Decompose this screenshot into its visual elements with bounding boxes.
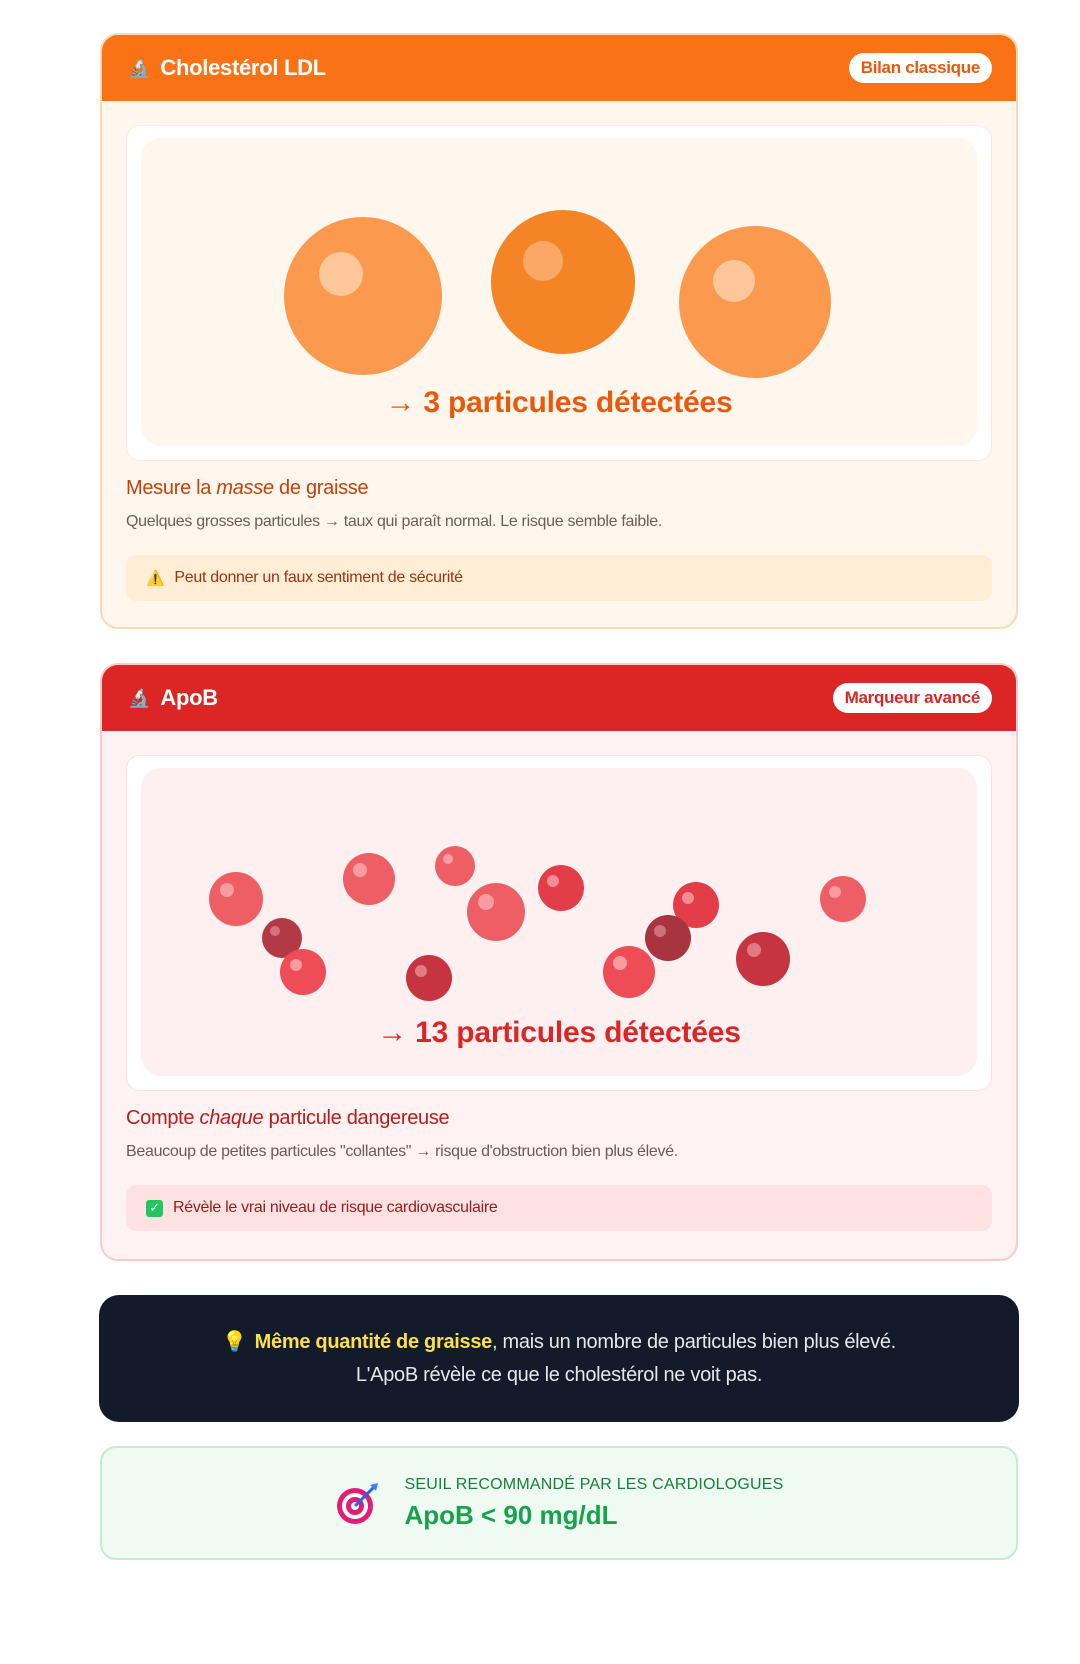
apob-particle: [280, 949, 326, 995]
apob-particle: [435, 846, 475, 886]
apob-particle: [603, 946, 655, 998]
apob-card-header: [102, 665, 1016, 731]
apob-visualization-panel: [141, 768, 977, 1076]
apob-badge: Marqueur avancé: [833, 683, 992, 713]
warning-icon: ⚠️: [146, 570, 165, 587]
apob-positive-note: [126, 1185, 992, 1231]
threshold-card: [100, 1446, 1018, 1560]
apob-particle: [343, 853, 395, 905]
ldl-particle-count: → 3 particules détectées: [385, 386, 733, 419]
apob-particle: [645, 915, 691, 961]
ldl-card: [100, 33, 1018, 629]
ldl-particle: [491, 210, 635, 354]
lightbulb-icon: 💡: [222, 1330, 247, 1353]
apob-title: ApoB: [160, 685, 218, 710]
apob-particle: [209, 872, 263, 926]
comparison-banner: [99, 1295, 1019, 1422]
apob-particle: [820, 876, 866, 922]
checkmark-icon: ✓: [146, 1200, 163, 1217]
ldl-description-title: Mesure la masse de graisse: [126, 477, 369, 499]
microscope-icon: 🔬: [128, 58, 151, 78]
banner-highlight: Même quantité de graisse: [254, 1330, 492, 1353]
ldl-particle: [284, 217, 442, 375]
ldl-warning-note: [126, 555, 992, 601]
banner-line-1: [222, 1326, 896, 1359]
banner-line-1-text: , mais un nombre de particules bien plus élevé.: [492, 1330, 896, 1353]
target-icon: [334, 1479, 382, 1527]
apob-description-text: Beaucoup de petites particules "collantes" → risque d'obstruction bien plus élevé.: [126, 1143, 678, 1160]
apob-positive-text: Révèle le vrai niveau de risque cardiovasculaire: [173, 1199, 498, 1216]
ldl-particle: [679, 226, 831, 378]
apob-particle-count: → 13 particules détectées: [377, 1016, 741, 1049]
apob-particle: [736, 932, 790, 986]
ldl-warning-text: Peut donner un faux sentiment de sécurité: [174, 569, 463, 586]
ldl-title: Cholestérol LDL: [160, 55, 326, 80]
ldl-visualization: [126, 125, 992, 461]
apob-description-title: Compte chaque particule dangereuse: [126, 1107, 450, 1129]
ldl-visualization-panel: [141, 138, 977, 446]
apob-particle: [406, 955, 452, 1001]
ldl-description-text: Quelques grosses particules → taux qui paraît normal. Le risque semble faible.: [126, 513, 662, 530]
microscope-icon: 🔬: [128, 688, 151, 708]
ldl-badge: Bilan classique: [849, 53, 992, 83]
banner-line-2: L'ApoB révèle ce que le cholestérol ne voit pas.: [355, 1363, 763, 1386]
threshold-value: ApoB < 90 mg/dL: [404, 1499, 618, 1530]
threshold-label: SEUIL RECOMMANDÉ PAR LES CARDIOLOGUES: [404, 1475, 784, 1493]
apob-card: [100, 663, 1018, 1261]
apob-particle: [467, 883, 525, 941]
ldl-card-header: [102, 35, 1016, 101]
apob-particle: [538, 865, 584, 911]
apob-visualization: [126, 755, 992, 1091]
